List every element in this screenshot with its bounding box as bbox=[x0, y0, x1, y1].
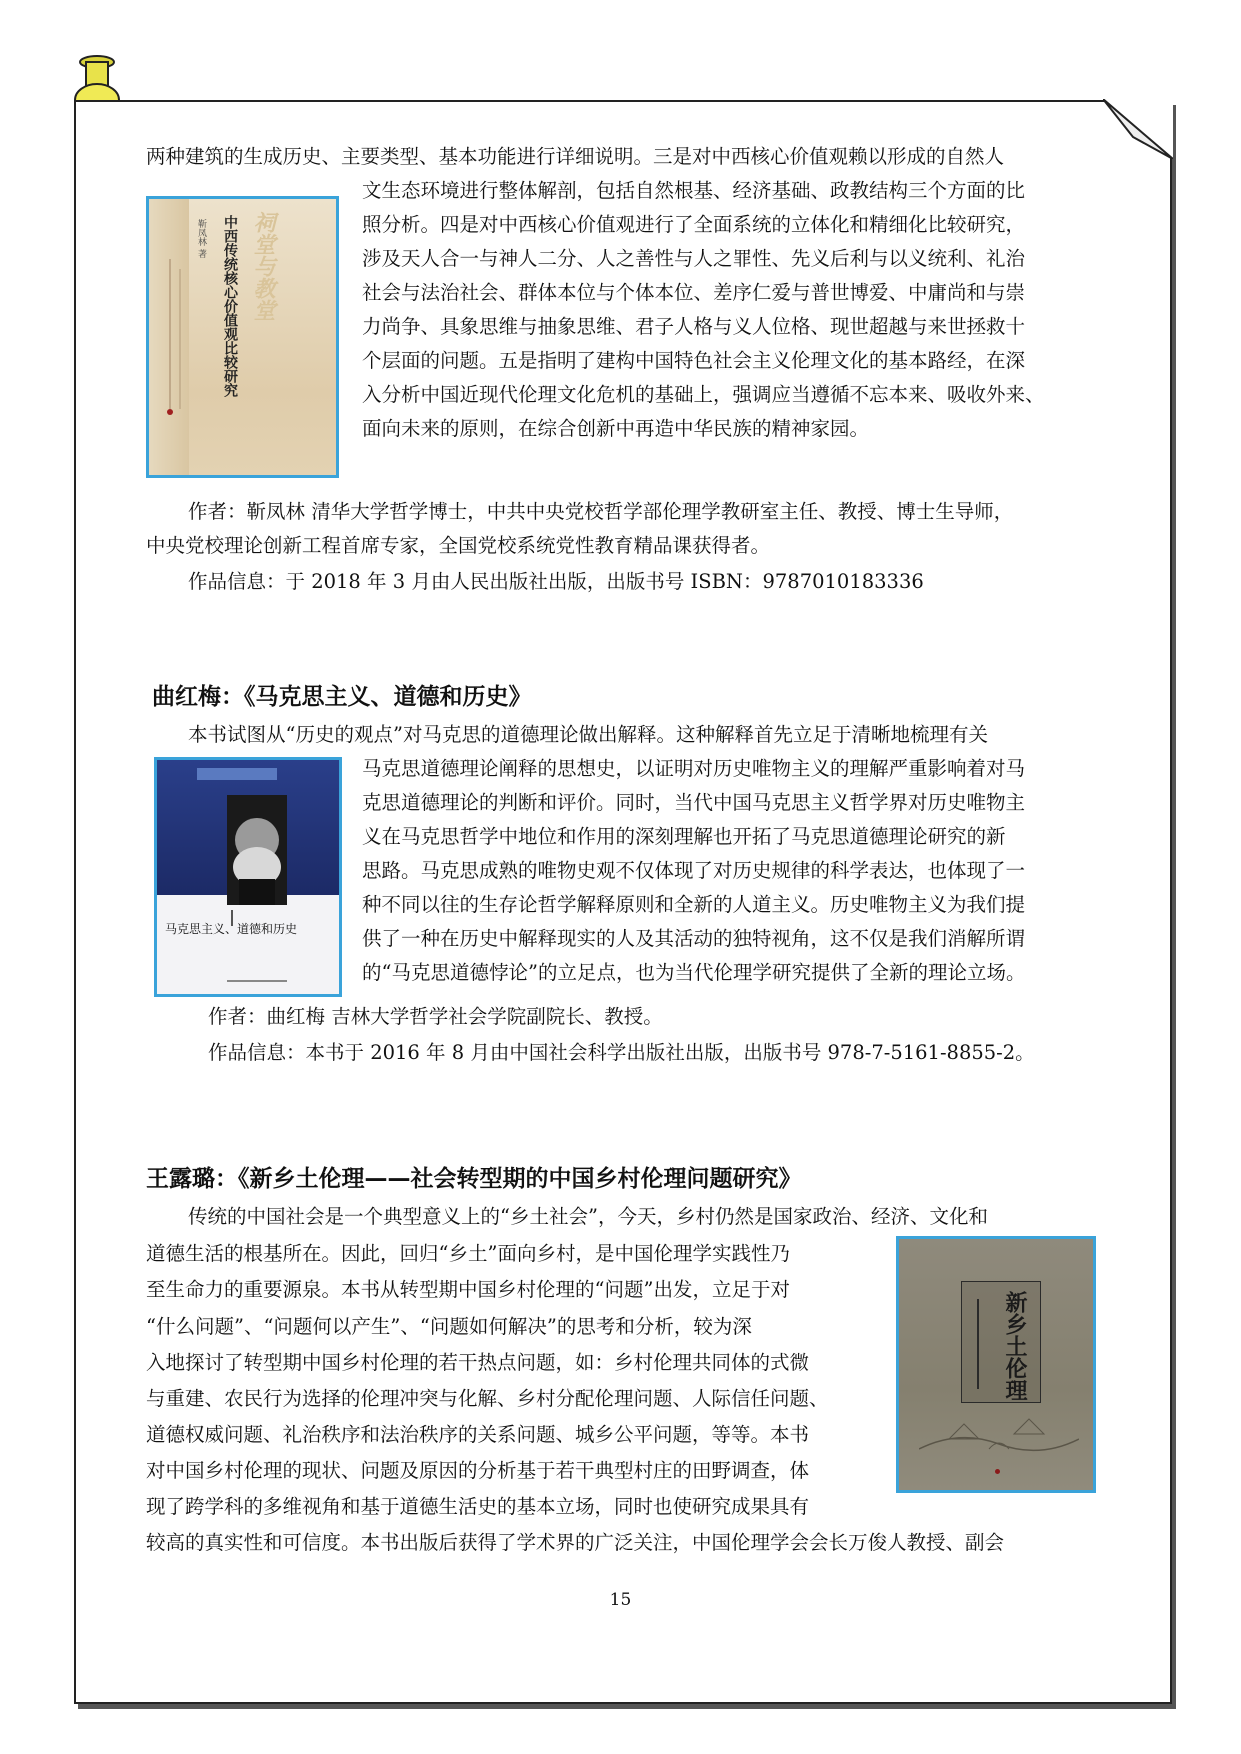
book-cover-1 bbox=[146, 196, 339, 478]
marx-portrait-icon bbox=[217, 795, 297, 905]
section3-line-1: 传统的中国社会是一个典型意义上的“乡土社会”，今天，乡村仍然是国家政治、经济、文化和 bbox=[188, 1205, 988, 1228]
section2-line-6: 种不同以往的生存论哲学解释原则和全新的人道主义。历史唯物主义为我们提 bbox=[362, 893, 1026, 916]
section1-line-4: 涉及天人合一与神人二分、人之善性与人之罪性、先义后利与以义统利、礼治 bbox=[362, 247, 1026, 270]
cover1-art-title: 祠堂与教堂 bbox=[250, 211, 275, 321]
section1-line-1: 两种建筑的生成历史、主要类型、基本功能进行详细说明。三是对中西核心价值观赖以形成的自然人 bbox=[146, 145, 1005, 168]
section2-line-4: 义在马克思哲学中地位和作用的深刻理解也开拓了马克思道德理论研究的新 bbox=[362, 825, 1006, 848]
section3-line-9: 现了跨学科的多维视角和基于道德生活史的基本立场，同时也使研究成果具有 bbox=[146, 1495, 810, 1518]
publisher-logo-icon bbox=[995, 1469, 1000, 1474]
publisher-logo-icon bbox=[167, 409, 173, 415]
cover1-title: 中西传统核心价值观比较研究 bbox=[222, 215, 238, 397]
section3-line-8: 对中国乡村伦理的现状、问题及原因的分析基于若干典型村庄的田野调查，体 bbox=[146, 1459, 810, 1482]
section2-line-2: 马克思道德理论阐释的思想史，以证明对历史唯物主义的理解严重影响着对马 bbox=[362, 757, 1026, 780]
section1-author-line-1: 作者：靳凤林 清华大学哲学博士，中共中央党校哲学部伦理学教研室主任、教授、博士生导师， bbox=[188, 500, 1014, 523]
section3-line-10: 较高的真实性和可信度。本书出版后获得了学术界的广泛关注，中国伦理学会会长万俊人教授、副会 bbox=[146, 1531, 1005, 1554]
page-number: 15 bbox=[609, 1590, 632, 1610]
cover3-title: 新乡土伦理 bbox=[1002, 1291, 1027, 1401]
section2-heading: 曲红梅：《马克思主义、道德和历史》 bbox=[152, 684, 532, 710]
section1-author-line-2: 中央党校理论创新工程首席专家，全国党校系统党性教育精品课获得者。 bbox=[146, 534, 771, 557]
section3-line-6: 与重建、农民行为选择的伦理冲突与化解、乡村分配伦理问题、人际信任问题、 bbox=[146, 1387, 829, 1410]
section3-heading: 王露璐：《新乡土伦理——社会转型期的中国乡村伦理问题研究》 bbox=[146, 1166, 802, 1192]
section3-line-7: 道德权威问题、礼治秩序和法治秩序的关系问题、城乡公平问题，等等。本书 bbox=[146, 1423, 810, 1446]
section3-line-5: 入地探讨了转型期中国乡村伦理的若干热点问题，如：乡村伦理共同体的式微 bbox=[146, 1351, 810, 1374]
section2-line-3: 克思道德理论的判断和评价。同时，当代中国马克思主义哲学界对历史唯物主 bbox=[362, 791, 1026, 814]
section2-info: 作品信息：本书于 2016 年 8 月由中国社会科学出版社出版，出版书号 978-7-5161-8855-2。 bbox=[208, 1041, 1035, 1064]
section3-line-4: “什么问题”、“问题何以产生”、“问题如何解决”的思考和分析，较为深 bbox=[146, 1315, 752, 1338]
section1-line-7: 个层面的问题。五是指明了建构中国特色社会主义伦理文化的基本路经，在深 bbox=[362, 349, 1026, 372]
section3-line-3: 至生命力的重要源泉。本书从转型期中国乡村伦理的“问题”出发，立足于对 bbox=[146, 1278, 790, 1301]
section1-line-3: 照分析。四是对中西核心价值观进行了全面系统的立体化和精细化比较研究， bbox=[362, 213, 1026, 236]
cover2-title: 马克思主义、道德和历史 bbox=[165, 922, 298, 936]
section1-info: 作品信息：于 2018 年 3 月由人民出版社出版，出版书号 ISBN：9787010183336 bbox=[188, 570, 924, 593]
section1-line-6: 力尚争、具象思维与抽象思维、君子人格与义人位格、现世超越与来世拯救十 bbox=[362, 315, 1026, 338]
section2-line-5: 思路。马克思成熟的唯物史观不仅体现了对历史规律的科学表达，也体现了一 bbox=[362, 859, 1026, 882]
section3-line-2: 道德生活的根基所在。因此，回归“乡土”面向乡村，是中国伦理学实践性乃 bbox=[146, 1242, 790, 1265]
section1-line-5: 社会与法治社会、群体本位与个体本位、差序仁爱与普世博爱、中庸尚和与崇 bbox=[362, 281, 1026, 304]
village-sketch-icon bbox=[919, 1399, 1079, 1459]
section2-line-1: 本书试图从“历史的观点”对马克思的道德理论做出解释。这种解释首先立足于清晰地梳理有关 bbox=[188, 723, 988, 746]
book-cover-3 bbox=[896, 1236, 1096, 1493]
page-curl-icon bbox=[1103, 99, 1173, 159]
section1-line-9: 面向未来的原则，在综合创新中再造中华民族的精神家园。 bbox=[362, 417, 870, 440]
section2-author: 作者：曲红梅 吉林大学哲学社会学院副院长、教授。 bbox=[208, 1005, 663, 1028]
section2-line-8: 的“马克思道德悖论”的立足点，也为当代伦理学研究提供了全新的理论立场。 bbox=[362, 961, 1026, 984]
cover1-author: 靳凤林 著 bbox=[196, 219, 206, 258]
section1-line-2: 文生态环境进行整体解剖，包括自然根基、经济基础、政教结构三个方面的比 bbox=[362, 179, 1026, 202]
section2-line-7: 供了一种在历史中解释现实的人及其活动的独特视角，这不仅是我们消解所谓 bbox=[362, 927, 1026, 950]
book-cover-2 bbox=[154, 757, 342, 997]
section1-line-8: 入分析中国近现代伦理文化危机的基础上，强调应当遵循不忘本来、吸收外来、 bbox=[362, 383, 1045, 406]
